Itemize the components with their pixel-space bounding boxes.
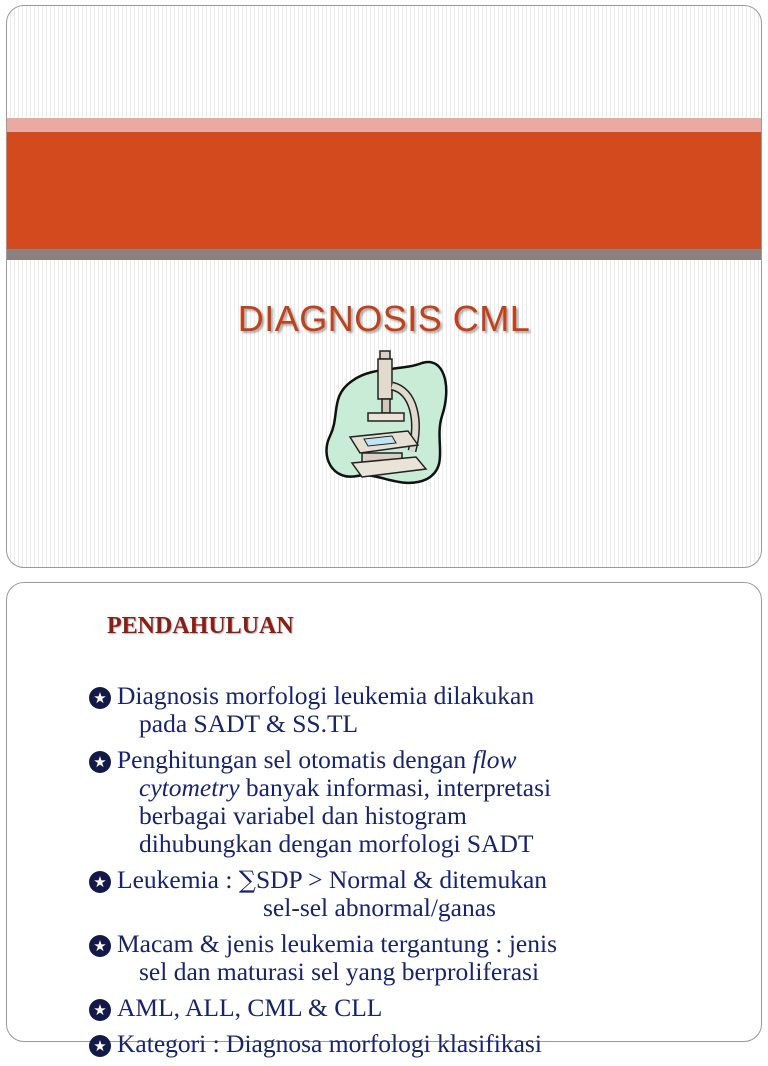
star-bullet-icon: ★	[89, 999, 111, 1021]
list-item: ★ Macam & jenis leukemia tergantung : jenis sel dan maturasi sel yang berproliferasi	[89, 930, 749, 986]
section-heading: PENDAHULUAN	[107, 613, 294, 639]
star-bullet-icon: ★	[89, 687, 111, 709]
title-slide	[6, 5, 762, 568]
accent-band-shadow	[7, 249, 761, 260]
accent-band-light	[7, 118, 761, 132]
star-bullet-icon: ★	[89, 935, 111, 957]
accent-band	[7, 132, 761, 249]
list-item: ★ Leukemia : ∑SDP > Normal & ditemukan sel-sel abnormal/ganas	[89, 866, 749, 922]
content-slide	[6, 582, 762, 1058]
list-item: ★ Diagnosis morfologi leukemia dilakukan pada SADT & SS.TL	[89, 682, 749, 738]
list-item: ★ AML, ALL, CML & CLL	[89, 994, 749, 1022]
star-bullet-icon: ★	[89, 871, 111, 893]
list-item: ★ Penghitungan sel otomatis dengan flow cytometry banyak informasi, interpretasi berbagai variabel dan histogram dihubungkan dengan morfologi SADT	[89, 746, 749, 858]
microscope-icon	[322, 341, 450, 486]
bullet-list	[89, 682, 749, 1066]
list-item: ★ Kategori : Diagnosa morfologi klasifikasi	[89, 1030, 749, 1058]
slide-title: DIAGNOSIS CML	[237, 298, 531, 339]
star-bullet-icon: ★	[89, 1035, 111, 1057]
star-bullet-icon: ★	[89, 751, 111, 773]
